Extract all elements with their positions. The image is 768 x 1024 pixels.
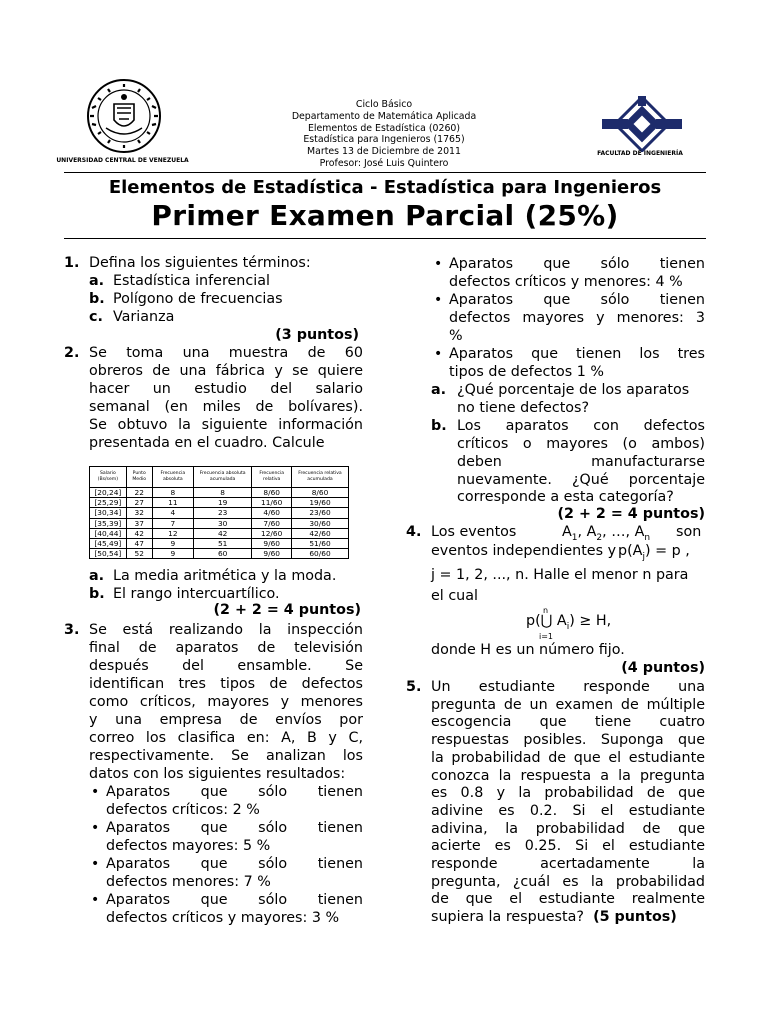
header-line: Elementos de Estadística (0260) xyxy=(307,122,461,134)
question-number: 5. xyxy=(406,679,422,695)
table-row xyxy=(90,488,349,498)
question-text: son xyxy=(676,524,702,540)
probability-formula: $p(A_j) = p$ , xyxy=(618,543,690,562)
bullet-line: % xyxy=(449,328,463,344)
table-cell: [30,34] xyxy=(90,508,127,518)
question-line: Se obtuvo la siguiente información xyxy=(89,417,363,433)
points-label: (4 puntos) xyxy=(621,660,705,676)
table-cell: 30/60 xyxy=(292,518,349,528)
bullet-line: Aparatos que tienen los tres xyxy=(449,346,705,362)
question-line: y una empresa de envíos por xyxy=(89,712,363,728)
bullet-icon: • xyxy=(434,346,443,362)
question-line: final de aparatos de televisión xyxy=(89,640,363,656)
item-letter: a. xyxy=(89,273,105,289)
points-label: (2 + 2 = 4 puntos) xyxy=(557,506,705,522)
table-cell: 9 xyxy=(152,539,193,549)
table-cell: 4 xyxy=(152,508,193,518)
item-text: deben manufacturarse xyxy=(457,454,705,470)
table-cell: 32 xyxy=(126,508,152,518)
table-cell: 9 xyxy=(152,549,193,559)
table-header-cell: Frecuencia relativa xyxy=(252,467,292,488)
bullet-line: defectos críticos: 2 % xyxy=(106,802,260,818)
question-line: identifican tres tipos de defectos xyxy=(89,676,363,692)
item-letter: b. xyxy=(89,586,105,602)
question-line: escogencia que tiene cuatro xyxy=(431,714,705,731)
item-text: El rango intercuartílico. xyxy=(113,586,280,602)
question-text: j = 1, 2, ..., n. Halle el menor n para xyxy=(431,567,689,583)
faculty-logo xyxy=(596,96,688,152)
question-line: respuestas posibles. Suponga que xyxy=(431,732,705,749)
course-title: Elementos de Estadística - Estadística para Ingenieros xyxy=(108,177,662,198)
question-line: pregunta, ¿cuál es la probabilidad xyxy=(431,873,705,890)
table-cell: 23/60 xyxy=(292,508,349,518)
union-upper-limit: n xyxy=(543,606,549,615)
table-header-cell: Frecuencia absoluta xyxy=(152,467,193,488)
table-header-cell: Salario (Bs/sem) xyxy=(90,467,127,488)
table-row xyxy=(90,528,349,538)
table-cell: 12/60 xyxy=(252,528,292,538)
table-cell: [50,54] xyxy=(90,549,127,559)
question-line: datos con los siguientes resultados: xyxy=(89,766,346,782)
question-line: Se toma una muestra de 60 xyxy=(89,345,363,361)
question-text: Defina los siguientes términos: xyxy=(89,255,311,271)
table-header-cell: Frecuencia relativa acumulada xyxy=(292,467,349,488)
table-cell: 42 xyxy=(193,528,251,538)
question-line: pregunta de un examen de múltiple xyxy=(431,696,705,713)
table-cell: [25,29] xyxy=(90,498,127,508)
bullet-line: Aparatos que sólo tienen xyxy=(106,820,363,836)
bullet-icon: • xyxy=(91,856,100,872)
table-cell: 30 xyxy=(193,518,251,528)
question-line: de que el estudiante realmente xyxy=(431,891,705,908)
table-cell: 8/60 xyxy=(292,488,349,498)
bullet-line: Aparatos que sólo tienen xyxy=(449,256,705,272)
item-text: corresponde a esta categoría? xyxy=(457,489,674,505)
bullet-line: Aparatos que sólo tienen xyxy=(106,856,363,872)
bullet-icon: • xyxy=(434,292,443,308)
table-cell: 12 xyxy=(152,528,193,538)
union-formula: p(⋃ $A_i) \ge H$, xyxy=(526,613,612,632)
item-letter: a. xyxy=(431,382,447,398)
bullet-icon: • xyxy=(91,784,100,800)
table-cell: 8 xyxy=(152,488,193,498)
table-cell: 27 xyxy=(126,498,152,508)
header-line: Ciclo Básico xyxy=(355,99,413,110)
table-cell: 47 xyxy=(126,539,152,549)
header-line: Profesor: José Luis Quintero xyxy=(319,157,449,169)
item-text: Los aparatos con defectos xyxy=(457,418,705,434)
table-header-row xyxy=(90,467,349,488)
bullet-line: defectos críticos y mayores: 3 % xyxy=(106,910,340,926)
table-cell: 19 xyxy=(193,498,251,508)
header-line: Martes 13 de Diciembre de 2011 xyxy=(307,146,461,158)
bullet-icon: • xyxy=(91,892,100,908)
table-cell: [45,49] xyxy=(90,539,127,549)
faculty-caption: FACULTAD DE INGENIERÍA xyxy=(597,150,683,157)
question-text: eventos independientes y xyxy=(431,543,617,559)
points-label: (2 + 2 = 4 puntos) xyxy=(213,602,361,618)
question-line: hacer un estudio del salario xyxy=(89,381,363,397)
question-line: la probabilidad de que el estudiante xyxy=(431,749,705,766)
item-text: La media aritmética y la moda. xyxy=(113,568,337,584)
table-cell: 51 xyxy=(193,539,251,549)
university-caption: UNIVERSIDAD CENTRAL DE VENEZUELA xyxy=(56,157,189,164)
question-number: 3. xyxy=(64,622,80,638)
item-text: no tiene defectos? xyxy=(457,400,590,416)
question-number: 2. xyxy=(64,345,80,361)
table-row xyxy=(90,549,349,559)
table-cell: 7/60 xyxy=(252,518,292,528)
item-letter: b. xyxy=(89,291,105,307)
table-cell: 11/60 xyxy=(252,498,292,508)
bullet-line: defectos menores: 7 % xyxy=(106,874,271,890)
bottom-rule xyxy=(64,238,706,239)
union-lower-limit: i=1 xyxy=(539,632,554,641)
question-text: donde H es un número fijo. xyxy=(431,642,625,658)
bullet-line: tipos de defectos 1 % xyxy=(449,364,604,380)
bullet-line: Aparatos que sólo tienen xyxy=(449,292,705,308)
table-cell: 11 xyxy=(152,498,193,508)
question-line: como críticos, mayores y menores xyxy=(89,694,363,710)
item-text: nuevamente. ¿Qué porcentaje xyxy=(457,472,705,488)
question-line: conozca la respuesta a la pregunta xyxy=(431,767,705,784)
question-text: el cual xyxy=(431,588,478,604)
bullet-line: defectos críticos y menores: 4 % xyxy=(449,274,683,290)
bullet-line: defectos mayores: 5 % xyxy=(106,838,271,854)
question-line: supiera la respuesta? (5 puntos) xyxy=(431,909,677,925)
question-line: respectivamente. Se analizan los xyxy=(89,748,363,764)
table-cell: 4/60 xyxy=(252,508,292,518)
table-row xyxy=(90,539,349,549)
course-info-block xyxy=(240,99,528,170)
header-line: Estadística para Ingenieros (1765) xyxy=(303,134,465,146)
table-cell: 22 xyxy=(126,488,152,498)
question-line: es 0.8 y la probabilidad de que xyxy=(431,785,705,802)
university-seal-logo xyxy=(78,78,170,154)
question-line: semanal (en miles de bolívares). xyxy=(89,399,363,415)
exam-title: Primer Examen Parcial (25%) xyxy=(151,199,619,232)
table-cell: [40,44] xyxy=(90,528,127,538)
frequency-table xyxy=(89,466,349,559)
table-cell: 60/60 xyxy=(292,549,349,559)
bullet-line: defectos mayores y menores: 3 xyxy=(449,310,705,326)
question-line: obreros de una fábrica y se quiere xyxy=(89,363,363,379)
question-text: Los eventos xyxy=(431,524,517,540)
table-cell: [35,39] xyxy=(90,518,127,528)
question-line: acierte es 0.25. Si el estudiante xyxy=(431,838,705,855)
table-cell: 52 xyxy=(126,549,152,559)
table-cell: 42 xyxy=(126,528,152,538)
item-text: Polígono de frecuencias xyxy=(113,291,283,307)
question-line: responde acertadamente la xyxy=(431,856,705,872)
events-formula: $A_1$, $A_2$, …, $A_n$ xyxy=(562,524,651,543)
table-row xyxy=(90,508,349,518)
table-cell: 37 xyxy=(126,518,152,528)
item-letter: c. xyxy=(89,309,103,325)
bullet-line: Aparatos que sólo tienen xyxy=(106,892,363,908)
question-number: 4. xyxy=(406,524,422,540)
table-cell: 9/60 xyxy=(252,539,292,549)
item-text: Varianza xyxy=(113,309,175,325)
top-rule xyxy=(64,172,706,173)
table-cell: 51/60 xyxy=(292,539,349,549)
item-letter: b. xyxy=(431,418,447,434)
table-cell: 19/60 xyxy=(292,498,349,508)
item-letter: a. xyxy=(89,568,105,584)
table-cell: 9/60 xyxy=(252,549,292,559)
table-cell: 7 xyxy=(152,518,193,528)
bullet-icon: • xyxy=(91,820,100,836)
question-line: Un estudiante responde una xyxy=(431,679,705,695)
question-line: adivine es 0.2. Si el estudiante xyxy=(431,802,705,819)
bullet-icon: • xyxy=(434,256,443,272)
question-line: presentada en el cuadro. Calcule xyxy=(89,435,325,451)
header-line: Departamento de Matemática Aplicada xyxy=(291,110,477,122)
table-cell: 8/60 xyxy=(252,488,292,498)
item-text: críticos o mayores (o ambos) xyxy=(457,436,705,452)
table-header-cell: Frecuencia absoluta acumulada xyxy=(193,467,251,488)
question-number: 1. xyxy=(64,255,80,271)
question-line: después del ensamble. Se xyxy=(89,658,363,674)
table-row xyxy=(90,498,349,508)
table-cell: 42/60 xyxy=(292,528,349,538)
question-line: correo los clasifica en: A, B y C, xyxy=(89,730,363,746)
item-text: Estadística inferencial xyxy=(113,273,270,289)
question-line: Se está realizando la inspección xyxy=(89,622,363,638)
item-text: ¿Qué porcentaje de los aparatos xyxy=(457,382,690,398)
table-cell: [20,24] xyxy=(90,488,127,498)
table-cell: 23 xyxy=(193,508,251,518)
table-row xyxy=(90,518,349,528)
bullet-line: Aparatos que sólo tienen xyxy=(106,784,363,800)
table-cell: 8 xyxy=(193,488,251,498)
question-line: adivina, la probabilidad de que xyxy=(431,820,705,837)
table-header-cell: Punto Medio xyxy=(126,467,152,488)
points-label: (3 puntos) xyxy=(275,327,359,343)
table-cell: 60 xyxy=(193,549,251,559)
